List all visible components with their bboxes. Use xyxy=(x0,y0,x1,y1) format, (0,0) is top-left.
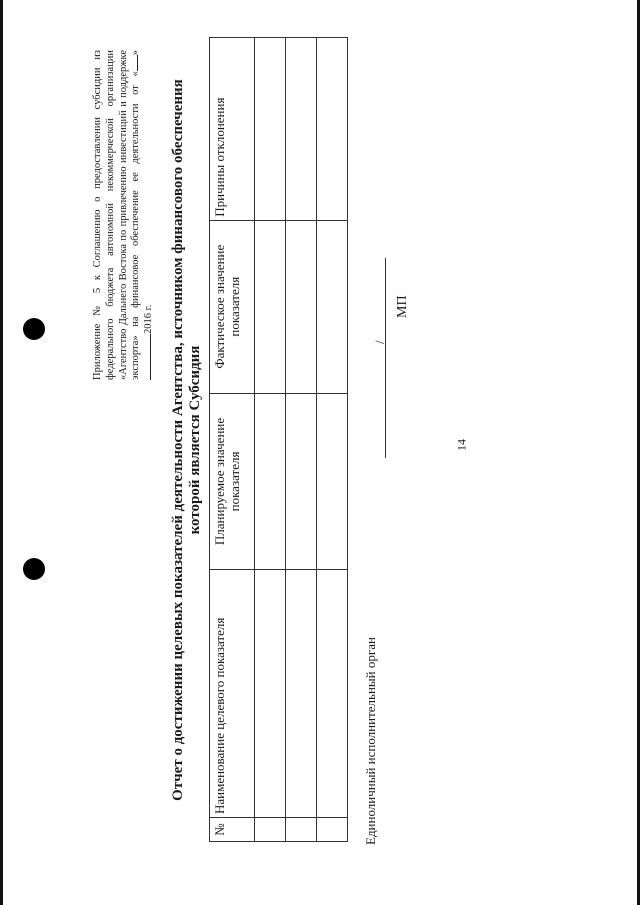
appendix-text: Приложение № 5 к Соглашению о предоставлении субсидии из федерального бюджета автономной некоммерческой организации «Агентство Дальнего Востока по привлечению инвестиций и поддержке экспорта» на финансовое обеспечение ее деятельности от xyxy=(92,50,142,380)
signature-slash: / xyxy=(372,340,387,344)
table-header-row xyxy=(210,38,255,842)
table-cell[interactable] xyxy=(286,393,317,570)
date-month-blank xyxy=(150,334,151,380)
col-header-number: № xyxy=(210,818,255,842)
date-close-quote: » xyxy=(130,49,142,56)
date-year: 2016 г. xyxy=(143,304,155,334)
table-cell[interactable] xyxy=(255,220,286,393)
punch-hole-top xyxy=(23,318,45,340)
table-cell[interactable] xyxy=(286,570,317,818)
col-header-deviation-reasons: Причины отклонения xyxy=(210,38,255,221)
indicators-table xyxy=(209,37,348,842)
table-cell[interactable] xyxy=(255,393,286,570)
report-title-line2: которой является Субсидия xyxy=(187,345,203,535)
stamp-placeholder: МП xyxy=(395,295,410,318)
table-row xyxy=(286,38,317,842)
table-cell[interactable] xyxy=(317,393,348,570)
table-cell[interactable] xyxy=(255,818,286,842)
punch-hole-bottom xyxy=(23,558,45,580)
report-title xyxy=(170,35,204,845)
col-header-indicator-name: Наименование целевого показателя xyxy=(210,570,255,818)
date-day-blank xyxy=(137,55,138,71)
table-cell[interactable] xyxy=(286,38,317,221)
signer-label: Единоличный исполнительный орган xyxy=(363,637,378,845)
col-header-planned-value: Планируемое значение показателя xyxy=(210,393,255,570)
appendix-header xyxy=(92,50,156,380)
page-edge-left xyxy=(0,0,3,905)
table-cell[interactable] xyxy=(286,220,317,393)
table-cell[interactable] xyxy=(255,570,286,818)
col-header-actual-value: Фактическое значение показателя xyxy=(210,220,255,393)
table-cell[interactable] xyxy=(286,818,317,842)
table-cell[interactable] xyxy=(317,220,348,393)
table-row xyxy=(255,38,286,842)
report-title-line1: Отчет о достижении целевых показателей деятельности Агентства, источником финансового обеспечения xyxy=(170,79,186,801)
date-open-quote: « xyxy=(130,71,142,77)
page-number: 14 xyxy=(454,439,469,451)
signature-line[interactable] xyxy=(385,258,386,458)
table-row xyxy=(317,38,348,842)
table-cell[interactable] xyxy=(255,38,286,221)
table-cell[interactable] xyxy=(317,818,348,842)
table-cell[interactable] xyxy=(317,570,348,818)
table-cell[interactable] xyxy=(317,38,348,221)
